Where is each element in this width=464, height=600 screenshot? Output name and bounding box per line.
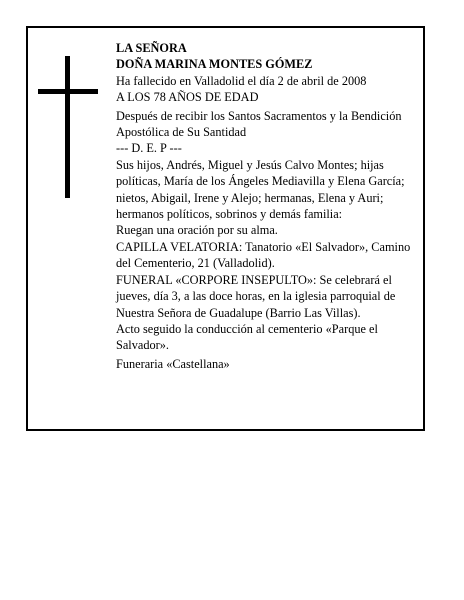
age-line: A LOS 78 AÑOS DE EDAD <box>116 90 259 105</box>
cross-icon <box>38 56 98 198</box>
chapel-paragraph: CAPILLA VELATORIA: Tanatorio «El Salvador», Camino del Cementerio, 21 (Valladolid). <box>116 239 411 271</box>
rip-line: --- D. E. P --- <box>116 141 182 156</box>
notice-text <box>116 40 422 372</box>
deceased-name: DOÑA MARINA MONTES GÓMEZ <box>116 57 313 72</box>
cross-vertical-bar <box>65 56 70 198</box>
family-paragraph: Sus hijos, Andrés, Miguel y Jesús Calvo Montes; hijas políticas, María de los Ángeles Mediavilla y Elena García; nietos, Abigail, Irene y Alejo; hermanas, Elena y Auri; hermanos políticos, sobrinos y demás familia: <box>116 157 405 222</box>
death-line: Ha fallecido en Valladolid el día 2 de abril de 2008 <box>116 73 367 88</box>
funeral-home-line: Funeraria «Castellana» <box>116 356 230 371</box>
obituary-notice <box>26 26 425 431</box>
sacraments-paragraph: Después de recibir los Santos Sacramentos y la Bendición Apostólica de Su Santidad <box>116 108 402 140</box>
cross-horizontal-bar <box>38 89 98 94</box>
prayer-line: Ruegan una oración por su alma. <box>116 223 278 238</box>
funeral-paragraph: FUNERAL «CORPORE INSEPULTO»: Se celebrará el jueves, día 3, a las doce horas, en la iglesia parroquial de Nuestra Señora de Guadalupe (Barrio Las Villas). <box>116 272 396 320</box>
heading-title: LA SEÑORA <box>116 41 187 55</box>
burial-paragraph: Acto seguido la conducción al cementerio «Parque el Salvador». <box>116 321 378 353</box>
